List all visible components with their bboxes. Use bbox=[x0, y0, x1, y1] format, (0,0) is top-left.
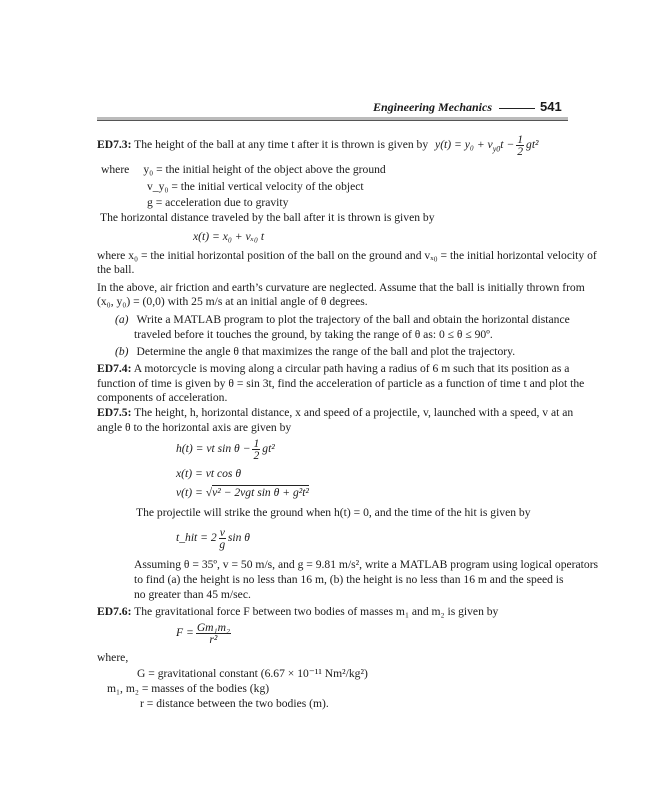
part-label: (a) bbox=[115, 313, 129, 326]
def-g: g = acceleration due to gravity bbox=[147, 196, 289, 209]
def-vy0: v_y₀ = the initial vertical velocity of the object bbox=[147, 180, 364, 193]
header-dash bbox=[499, 108, 535, 109]
text: Write a MATLAB program to plot the trajectory of the ball and obtain the horizontal distance bbox=[136, 313, 570, 326]
text: to find (a) the height is no less than 16 m, (b) the height is no less than 16 m and the speed is bbox=[134, 573, 564, 586]
denominator: 2 bbox=[253, 449, 260, 462]
fraction bbox=[252, 438, 260, 461]
radicand: v² − 2vgt sin θ + g²t² bbox=[212, 486, 309, 499]
ed76 bbox=[97, 605, 498, 619]
text: The height of the ball at any time t after it is thrown is given by bbox=[134, 138, 429, 152]
text: function of time is given by θ = sin 3t, find the acceleration of particle as a function of time t and plot the bbox=[97, 377, 585, 390]
fraction bbox=[219, 527, 226, 550]
eq-sub: y0 bbox=[492, 144, 501, 154]
eq-part: v(t) = bbox=[176, 486, 206, 499]
text: where, bbox=[97, 651, 129, 664]
def-m: m₁, m₂ = masses of the bodies (kg) bbox=[107, 682, 270, 695]
numerator: 1 bbox=[517, 133, 524, 146]
numerator: 1 bbox=[253, 437, 260, 450]
denominator: r² bbox=[209, 633, 218, 646]
part-b bbox=[115, 345, 515, 359]
text: The projectile will strike the ground when h(t) = 0, and the time of the hit is given by bbox=[136, 506, 531, 519]
def-G: G = gravitational constant (6.67 × 10⁻¹¹ Nm²/kg²) bbox=[137, 667, 368, 680]
text: components of acceleration. bbox=[97, 391, 228, 404]
problem-label: ED7.4: bbox=[97, 362, 132, 375]
def-r: r = distance between the two bodies (m). bbox=[140, 697, 329, 710]
text: A motorcycle is moving along a circular path having a radius of 6 m such that its position as a bbox=[133, 362, 570, 375]
numerator: Gm₁m₂ bbox=[196, 621, 230, 634]
eq-part: gt² bbox=[262, 442, 275, 456]
equation-f bbox=[176, 622, 233, 645]
equation-x: x(t) = x₀ + vₓ₀ t bbox=[193, 230, 265, 243]
def-where bbox=[101, 163, 386, 177]
eq-part: t − bbox=[500, 138, 515, 152]
problem-label: ED7.6: bbox=[97, 605, 132, 618]
def-y0: y₀ = the initial height of the object above the ground bbox=[143, 163, 386, 176]
equation-x: x(t) = vt cos θ bbox=[176, 467, 242, 480]
text: The height, h, horizontal distance, x and speed of a projectile, v, launched with a speed, v at an bbox=[134, 406, 574, 419]
eq-part: h(t) = vt sin θ − bbox=[176, 442, 251, 456]
text: The horizontal distance traveled by the ball after it is thrown is given by bbox=[100, 211, 435, 224]
text: angle θ to the horizontal axis are given by bbox=[97, 421, 292, 434]
text: no greater than 45 m/sec. bbox=[134, 588, 251, 601]
eq-part: t_hit = 2 bbox=[176, 531, 217, 545]
text: Determine the angle θ that maximizes the range of the ball and plot the trajectory. bbox=[136, 345, 516, 358]
text: Assuming θ = 35º, v = 50 m/s, and g = 9.81 m/s², write a MATLAB program using logical operators bbox=[134, 558, 599, 571]
text: the ball. bbox=[97, 263, 135, 276]
text: The gravitational force F between two bodies of masses m₁ and m₂ is given by bbox=[134, 605, 499, 618]
ed74 bbox=[97, 362, 569, 376]
part-label: (b) bbox=[115, 345, 129, 358]
part-a bbox=[115, 313, 570, 327]
text: traveled before it touches the ground, by taking the range of θ as: 0 ≤ θ ≤ 90º. bbox=[134, 328, 493, 341]
ed73-intro bbox=[97, 134, 539, 157]
ed75 bbox=[97, 406, 573, 420]
fraction bbox=[196, 622, 231, 645]
header-rule bbox=[97, 117, 568, 121]
eq-part: sin θ bbox=[227, 531, 250, 545]
numerator: v bbox=[219, 526, 225, 539]
fraction bbox=[516, 134, 524, 157]
where-label: where bbox=[101, 163, 130, 176]
eq-part: F = bbox=[176, 626, 194, 640]
page-number: 541 bbox=[540, 99, 562, 114]
eq-part: y(t) = y₀ + v bbox=[435, 138, 493, 152]
text: where x₀ = the initial horizontal position of the ball on the ground and vₓ₀ = the initial horizontal velocity of bbox=[97, 249, 597, 262]
equation-y bbox=[435, 133, 539, 158]
equation-v: v(t) = √v² − 2vgt sin θ + g²t² bbox=[176, 486, 309, 499]
text: In the above, air friction and earth’s curvature are neglected. Assume that the ball is initially thrown from bbox=[97, 281, 585, 294]
equation-h bbox=[176, 438, 275, 461]
denominator: 2 bbox=[517, 145, 524, 158]
text: (x₀, y₀) = (0,0) with 25 m/s at an initial angle of θ degrees. bbox=[97, 295, 368, 308]
problem-label: ED7.5: bbox=[97, 406, 132, 419]
problem-label: ED7.3: bbox=[97, 138, 132, 152]
denominator: g bbox=[219, 538, 226, 551]
running-header: Engineering Mechanics bbox=[372, 100, 492, 114]
equation-thit bbox=[176, 527, 250, 550]
eq-part: gt² bbox=[526, 138, 539, 152]
